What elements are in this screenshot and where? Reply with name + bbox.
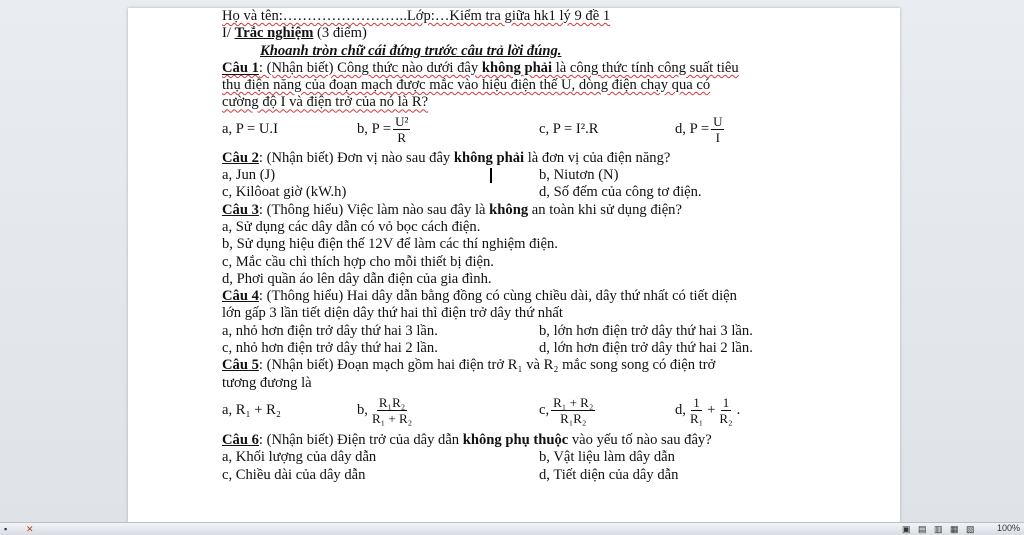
proofing-error-icon[interactable]: ✕ [26, 524, 34, 534]
q4-option-b: b, lớn hơn điện trở dây thứ hai 3 lần. [539, 322, 753, 339]
q5-option-b: b, $\frac{\text{R₁R₂}}{\text{R₁ + R₂}}$ [357, 395, 413, 427]
q4-option-d: d, lớn hơn điện trở dây thứ hai 2 lần. [539, 340, 753, 357]
page-indicator-icon[interactable]: ▪ [4, 524, 8, 534]
q1-label: Câu 1 [222, 59, 259, 76]
q1-option-d: d, P = $\frac{U}{I}$ [675, 114, 723, 146]
text-cursor [490, 168, 492, 183]
q2-label: Câu 2 [222, 149, 259, 166]
q1-option-a: a, P = U.I [222, 121, 278, 138]
print-layout-view-icon[interactable]: ▣ [902, 524, 911, 534]
page-content [222, 8, 822, 484]
q3-line1: Câu 3: (Thông hiểu) Việc làm nào sau đây là không an toàn khi sử dụng điện? [222, 201, 682, 218]
q1-line3: cường độ I và điện trở của nó là R? [222, 94, 429, 111]
q5-option-d: d, $\frac{1}{\text{R₁}}$ + $\frac{1}{\text{R₂}}$ . [675, 395, 741, 427]
q1-fraction-d: $\frac{U}{I}$ [713, 114, 723, 146]
q5-option-c: c, $\frac{\text{R₁ + R₂}}{\text{R₁R₂}}$ [539, 395, 594, 427]
q4-row1 [222, 323, 822, 340]
q2-option-a: a, Jun (J) [222, 167, 276, 184]
full-screen-view-icon[interactable]: ▤ [918, 524, 927, 534]
q3-option-a: a, Sử dụng các dây dẫn có vỏ bọc cách điện. [222, 218, 481, 235]
q6-option-a: a, Khối lượng của dây dẫn [222, 449, 377, 466]
q2-option-b: b, Niutơn (N) [539, 167, 619, 184]
q4-line2: lớn gấp 3 lần tiết diện dây thứ hai thì điện trở dây thứ nhất [222, 305, 563, 322]
document-page[interactable] [128, 8, 900, 522]
zoom-level[interactable]: 100% [996, 523, 1020, 533]
q5-fraction-c: $\frac{\text{R₁ + R₂}}{\text{R₁R₂}}$ [553, 395, 594, 427]
status-bar [0, 522, 1024, 535]
q2-row2 [222, 184, 822, 201]
q3-label: Câu 3 [222, 201, 259, 218]
draft-view-icon[interactable]: ▧ [966, 524, 975, 534]
q5-answers [222, 392, 822, 430]
q6-label: Câu 6 [222, 431, 259, 448]
q5-line1: Câu 5: (Nhận biết) Đoạn mạch gồm hai điện trở R₁ và R₂ mắc song song có điện trở [222, 357, 716, 374]
outline-view-icon[interactable]: ▦ [950, 524, 959, 534]
q3-option-d: d, Phơi quần áo lên dây dẫn điện của gia đình. [222, 270, 492, 287]
section-title: I/ Trắc nghiệm (3 điểm) [222, 25, 367, 42]
q4-label: Câu 4 [222, 288, 259, 305]
q5-fraction-b: $\frac{\text{R₁R₂}}{\text{R₁ + R₂}}$ [371, 395, 413, 427]
q2-line1: Câu 2: (Nhận biết) Đơn vị nào sau đây không phải là đơn vị của điện năng? [222, 149, 671, 166]
q5-fraction-d1: $\frac{1}{\text{R₁}}$ [689, 395, 704, 427]
q6-line1: Câu 6: (Nhận biết) Điện trở của dây dẫn không phụ thuộc vào yếu tố nào sau đây? [222, 431, 712, 448]
q3-option-c: c, Mắc cầu chì thích hợp cho mỗi thiết bị điện. [222, 253, 494, 270]
q1-line2: thụ điện năng của đoạn mạch được mắc vào hiệu điện thế U, dòng điện chạy qua có [222, 77, 711, 94]
q1-fraction-b: $\frac{\text{U²}}{R}$ [395, 114, 409, 146]
q4-line1: Câu 4: (Thông hiểu) Hai dây dẫn bằng đồng có cùng chiều dài, dây thứ nhất có tiết diện [222, 288, 737, 305]
q5-label: Câu 5 [222, 357, 259, 374]
q1-answers [222, 112, 822, 148]
web-layout-view-icon[interactable]: ▥ [934, 524, 943, 534]
q1-option-c: c, P = I².R [539, 121, 599, 138]
q2-option-d: d, Số đếm của công tơ điện. [539, 184, 702, 201]
q4-option-a: a, nhỏ hơn điện trở dây thứ hai 3 lần. [222, 322, 438, 339]
q6-option-b: b, Vật liệu làm dây dẫn [539, 449, 675, 466]
q5-fraction-d2: $\frac{1}{\text{R₂}}$ [719, 395, 733, 427]
q4-row2 [222, 340, 822, 357]
q1-line1: Câu 1: (Nhận biết) Công thức nào dưới đây không phải là công thức tính công suất tiêu [222, 59, 739, 76]
q6-row1 [222, 449, 822, 466]
q1-option-b: b, P = $\frac{\text{U²}}{R}$ [357, 114, 409, 146]
header-line: Họ và tên:……………………..Lớp:…Kiểm tra giữa hk1 lý 9 đề 1 [222, 8, 611, 24]
q5-option-a: a, R₁ + R₂ [222, 402, 281, 419]
q2-option-c: c, Kilôoat giờ (kW.h) [222, 184, 347, 201]
q6-row2 [222, 467, 822, 484]
q4-option-c: c, nhỏ hơn điện trở dây thứ hai 2 lần. [222, 340, 438, 357]
q6-option-d: d, Tiết diện của dây dẫn [539, 466, 679, 483]
q3-option-b: b, Sử dụng hiệu điện thế 12V để làm các thí nghiệm điện. [222, 236, 558, 253]
q6-option-c: c, Chiều dài của dây dẫn [222, 466, 366, 483]
q5-line2: tương đương là [222, 374, 312, 391]
q2-row1 [222, 167, 822, 184]
instruction: Khoanh tròn chữ cái đứng trước câu trả lời đúng. [260, 42, 562, 59]
